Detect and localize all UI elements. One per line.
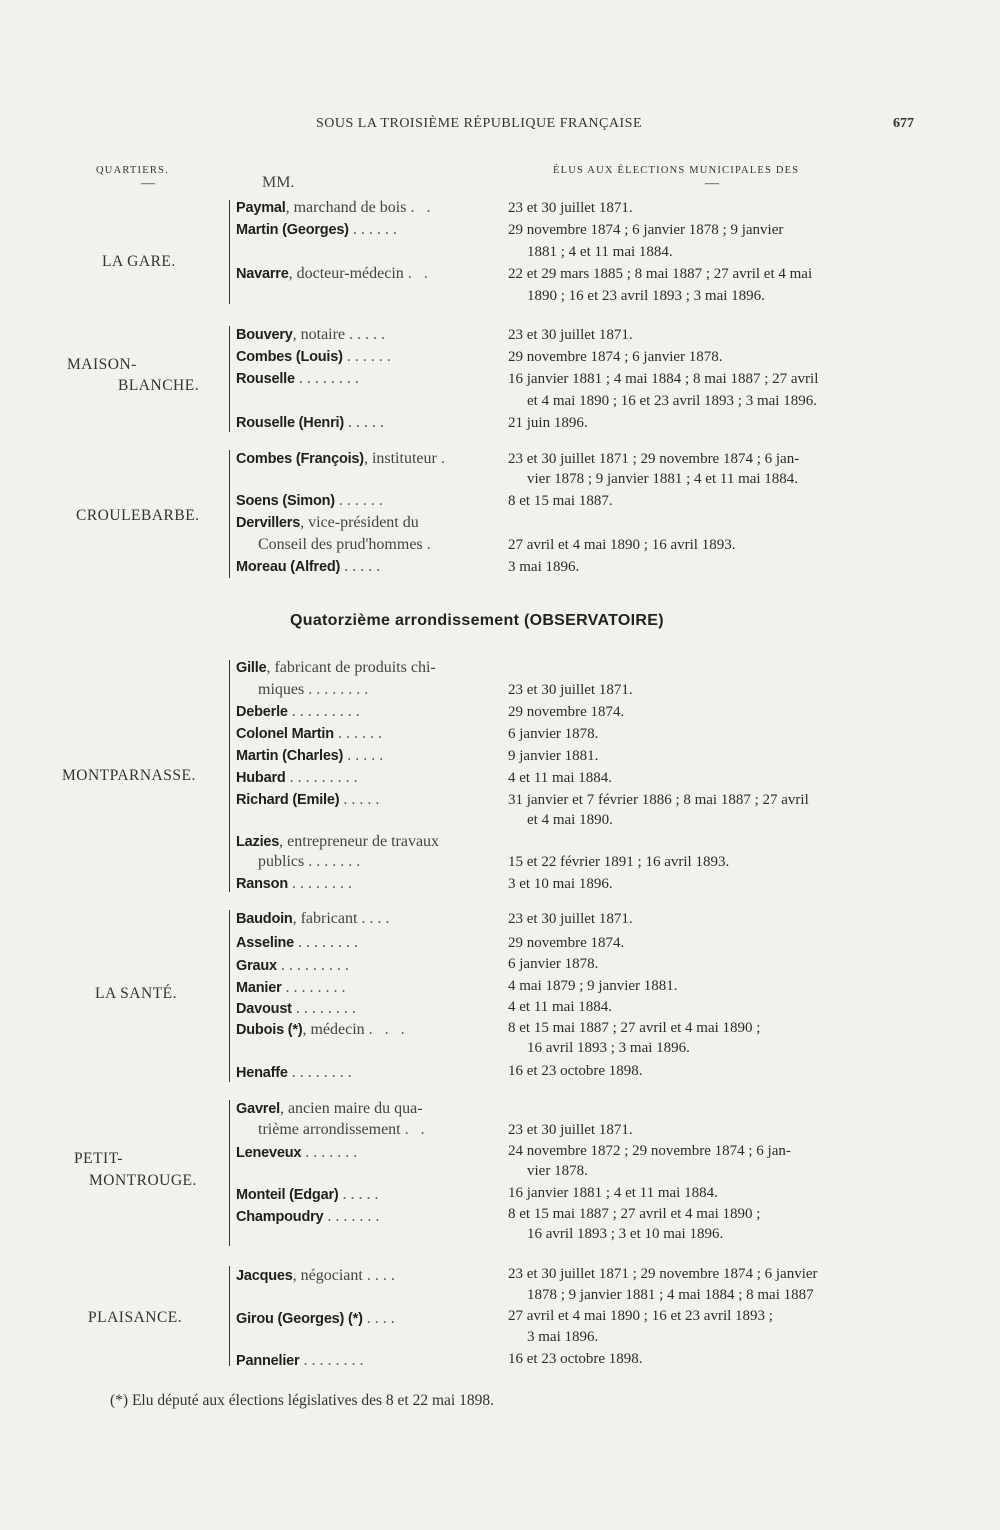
elu-role-continued: Conseil des prud'hommes . [258, 536, 435, 553]
quartier-la-gare: LA GARE. [102, 253, 176, 270]
column-dash-right: — [705, 176, 719, 191]
elu-name: Dervillers, vice-président du [236, 514, 419, 531]
quartier-croulebarbe: CROULEBARBE. [76, 507, 200, 524]
elu-name: Girou (Georges) (*) .... [236, 1310, 399, 1327]
elu-dates: 29 novembre 1874. [508, 704, 625, 720]
elu-dates: 23 et 30 juillet 1871. [508, 200, 633, 216]
elu-name: Graux ......... [236, 957, 353, 974]
elu-name: Martin (Charles) ..... [236, 747, 388, 764]
elu-dates: 21 juin 1896. [508, 415, 588, 431]
elu-dates: 16 et 23 octobre 1898. [508, 1351, 643, 1367]
elu-dates: 23 et 30 juillet 1871. [508, 911, 633, 927]
elu-name: Ranson ........ [236, 875, 356, 892]
elu-name: Richard (Emile) ..... [236, 791, 384, 808]
elu-name: Leneveux ....... [236, 1144, 362, 1161]
elu-role-continued: trième arrondissement . . [258, 1121, 429, 1138]
footnote: (*) Elu député aux élections législatives des 8 et 22 mai 1898. [110, 1392, 494, 1409]
elu-dates: 23 et 30 juillet 1871 ; 29 novembre 1874 ; 6 jan- [508, 451, 800, 467]
elu-dates: 29 novembre 1874 ; 6 janvier 1878. [508, 349, 723, 365]
elu-name: Combes (Louis) ...... [236, 348, 395, 365]
elu-dates: 27 avril et 4 mai 1890 ; 16 et 23 avril 1893 ; [508, 1308, 773, 1324]
elu-name: Davoust ........ [236, 1000, 360, 1017]
elu-name: Paymal, marchand de bois . . [236, 199, 435, 216]
elu-name: Champoudry ....... [236, 1208, 384, 1225]
elu-dates: 8 et 15 mai 1887 ; 27 avril et 4 mai 1890 ; [508, 1020, 761, 1036]
brace [229, 326, 230, 432]
quartier-petit-montrouge-l2: MONTROUGE. [89, 1172, 197, 1189]
elu-dates: 31 janvier et 7 février 1886 ; 8 mai 1887 ; 27 avril [508, 792, 809, 808]
page-number: 677 [893, 116, 914, 131]
quartier-petit-montrouge-l1: PETIT- [74, 1150, 123, 1167]
elu-name: Soens (Simon) ...... [236, 492, 387, 509]
quartier-maison-blanche-l2: BLANCHE. [118, 377, 200, 394]
elu-dates: 6 janvier 1878. [508, 726, 599, 742]
elu-dates: 6 janvier 1878. [508, 956, 599, 972]
elu-dates: 8 et 15 mai 1887 ; 27 avril et 4 mai 1890 ; [508, 1206, 761, 1222]
elu-dates: 24 novembre 1872 ; 29 novembre 1874 ; 6 jan- [508, 1143, 791, 1159]
column-dash-left: — [141, 176, 155, 191]
elu-dates-continued: 16 avril 1893 ; 3 mai 1896. [527, 1040, 690, 1056]
elu-dates-continued: vier 1878. [527, 1163, 588, 1179]
elu-dates: 29 novembre 1874. [508, 935, 625, 951]
elu-dates: 9 janvier 1881. [508, 748, 599, 764]
elu-name: Navarre, docteur-médecin . . [236, 265, 432, 282]
elu-name: Colonel Martin ...... [236, 725, 386, 742]
quartier-plaisance: PLAISANCE. [88, 1309, 183, 1326]
brace [229, 450, 230, 578]
elu-name: Dubois (*), médecin . . . [236, 1021, 409, 1038]
quartier-maison-blanche-l1: MAISON- [67, 356, 137, 373]
elu-name: Deberle ......... [236, 703, 364, 720]
elu-name: Gavrel, ancien maire du qua- [236, 1100, 423, 1117]
elu-dates: 8 et 15 mai 1887. [508, 493, 613, 509]
elu-name: Jacques, négociant .... [236, 1267, 399, 1284]
elu-name: Asseline ........ [236, 934, 363, 951]
elu-dates-continued: et 4 mai 1890. [527, 812, 613, 828]
elu-name: Combes (François), instituteur . [236, 450, 449, 467]
elu-dates: 27 avril et 4 mai 1890 ; 16 avril 1893. [508, 537, 736, 553]
elu-dates: 22 et 29 mars 1885 ; 8 mai 1887 ; 27 avril et 4 mai [508, 266, 813, 282]
elu-name: Pannelier ........ [236, 1352, 368, 1369]
elu-dates-continued: 3 mai 1896. [527, 1329, 599, 1345]
elu-dates: 16 janvier 1881 ; 4 mai 1884 ; 8 mai 1887 ; 27 avril [508, 371, 819, 387]
quartier-montparnasse: MONTPARNASSE. [62, 767, 196, 784]
elu-dates: 23 et 30 juillet 1871 ; 29 novembre 1874 ; 6 janvier [508, 1266, 818, 1282]
mm-label: MM. [262, 174, 295, 191]
elu-name: Henaffe ........ [236, 1064, 356, 1081]
brace [229, 660, 230, 892]
section-heading: Quatorzième arrondissement (OBSERVATOIRE) [290, 612, 664, 629]
elu-dates: 29 novembre 1874 ; 6 janvier 1878 ; 9 janvier [508, 222, 784, 238]
elu-dates: 4 mai 1879 ; 9 janvier 1881. [508, 978, 678, 994]
quartier-la-sante: LA SANTÉ. [95, 985, 177, 1002]
running-title: SOUS LA TROISIÈME RÉPUBLIQUE FRANÇAISE [316, 116, 642, 131]
elu-role-continued: publics ....... [258, 853, 365, 870]
column-header-quartiers: QUARTIERS. [96, 165, 169, 176]
elu-dates: 23 et 30 juillet 1871. [508, 1122, 633, 1138]
elu-role-continued: miques ........ [258, 681, 373, 698]
elu-dates-continued: 1890 ; 16 et 23 avril 1893 ; 3 mai 1896. [527, 288, 765, 304]
elu-name: Monteil (Edgar) ..... [236, 1186, 383, 1203]
elu-dates: 16 janvier 1881 ; 4 et 11 mai 1884. [508, 1185, 718, 1201]
elu-dates: 3 et 10 mai 1896. [508, 876, 613, 892]
elu-name: Lazies, entrepreneur de travaux [236, 833, 440, 850]
elu-dates-continued: 16 avril 1893 ; 3 et 10 mai 1896. [527, 1226, 724, 1242]
brace [229, 1100, 230, 1246]
elu-name: Martin (Georges) ...... [236, 221, 401, 238]
elu-dates: 16 et 23 octobre 1898. [508, 1063, 643, 1079]
elu-dates: 3 mai 1896. [508, 559, 580, 575]
elu-name: Rouselle (Henri) ..... [236, 414, 388, 431]
elu-dates: 15 et 22 février 1891 ; 16 avril 1893. [508, 854, 730, 870]
column-header-elus: ÉLUS AUX ÉLECTIONS MUNICIPALES DES [553, 165, 800, 176]
elu-dates-continued: 1881 ; 4 et 11 mai 1884. [527, 244, 673, 260]
elu-dates-continued: 1878 ; 9 janvier 1881 ; 4 mai 1884 ; 8 mai 1887 [527, 1287, 814, 1303]
elu-name: Gille, fabricant de produits chi- [236, 659, 436, 676]
elu-dates-continued: vier 1878 ; 9 janvier 1881 ; 4 et 11 mai 1884. [527, 471, 799, 487]
elu-dates: 23 et 30 juillet 1871. [508, 327, 633, 343]
elu-name: Moreau (Alfred) ..... [236, 558, 385, 575]
brace [229, 1266, 230, 1366]
elu-name: Manier ........ [236, 979, 350, 996]
brace [229, 200, 230, 304]
elu-dates: 23 et 30 juillet 1871. [508, 682, 633, 698]
elu-name: Hubard ......... [236, 769, 362, 786]
elu-dates: 4 et 11 mai 1884. [508, 999, 613, 1015]
elu-dates-continued: et 4 mai 1890 ; 16 et 23 avril 1893 ; 3 mai 1896. [527, 393, 817, 409]
elu-dates: 4 et 11 mai 1884. [508, 770, 613, 786]
elu-name: Baudoin, fabricant .... [236, 910, 394, 927]
elu-name: Bouvery, notaire ..... [236, 326, 390, 343]
brace [229, 910, 230, 1082]
elu-name: Rouselle ........ [236, 370, 363, 387]
